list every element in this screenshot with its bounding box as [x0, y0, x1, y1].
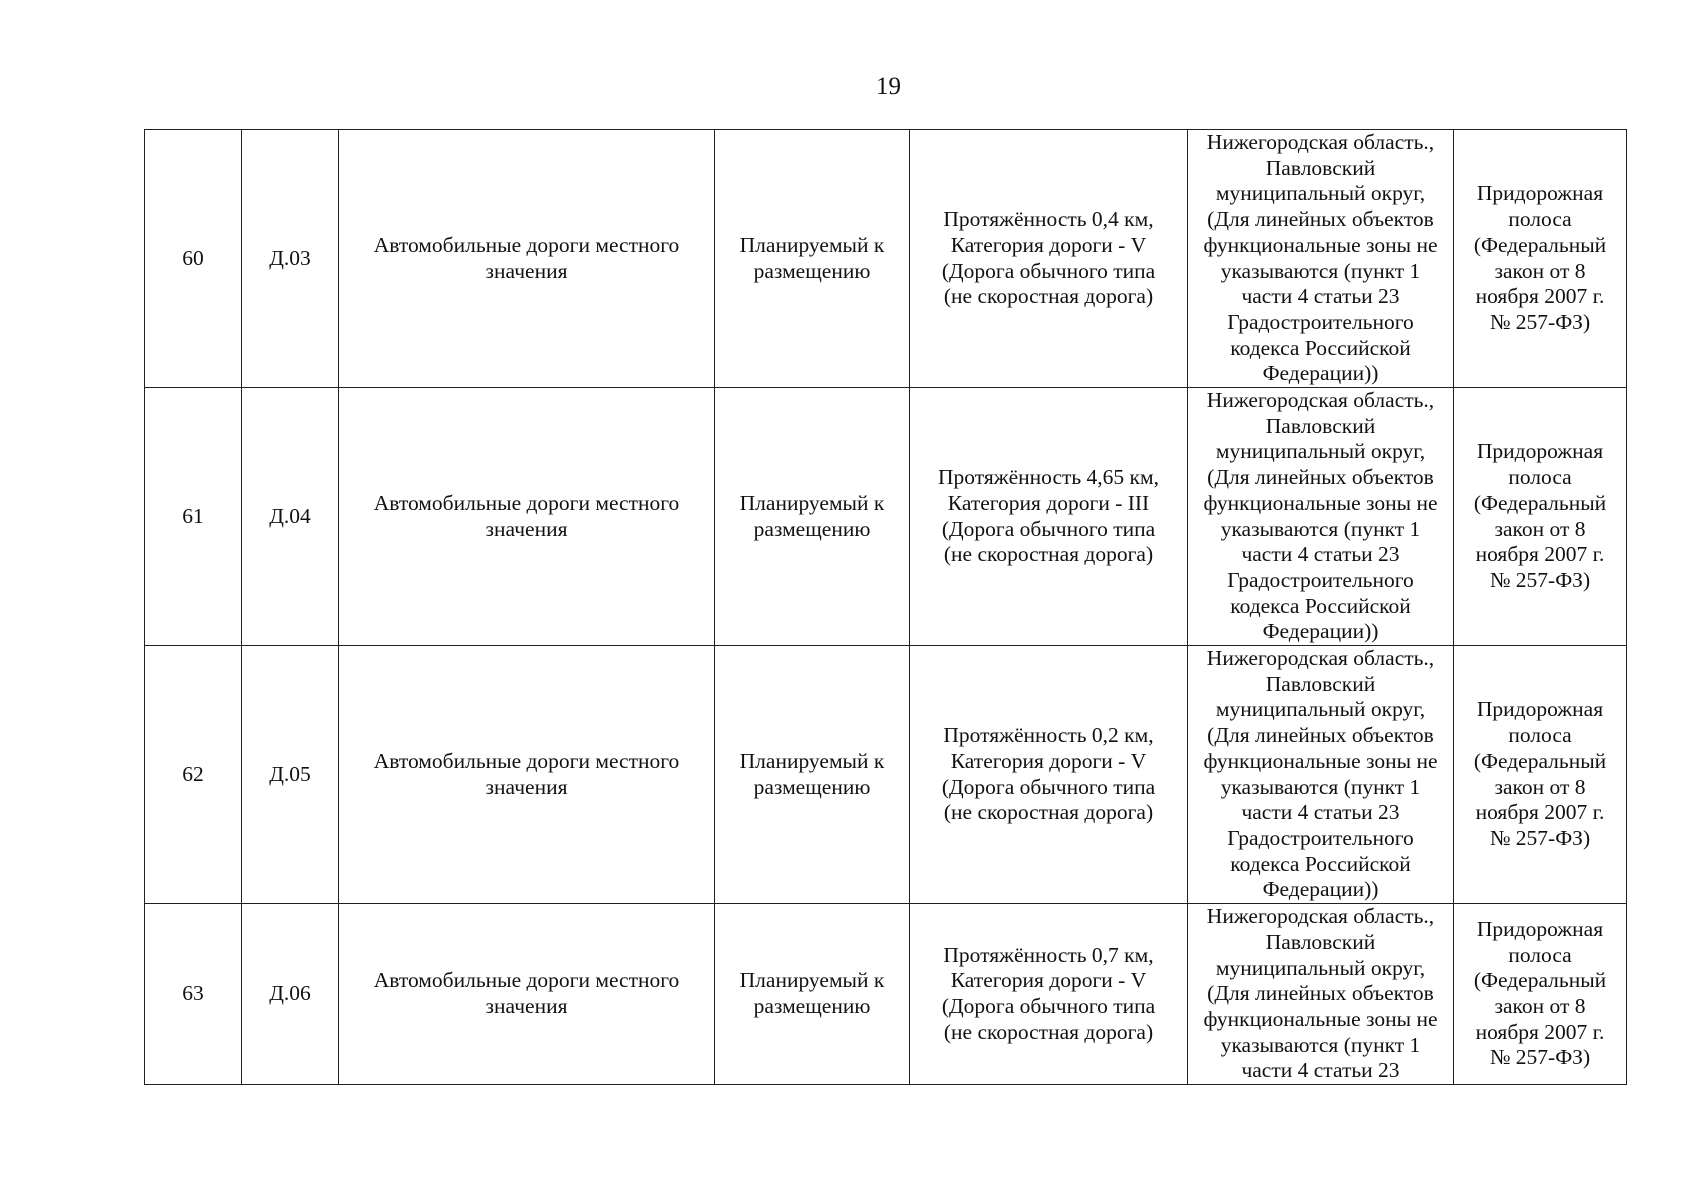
cell-text-line: муниципальный округ,	[1215, 181, 1426, 206]
cell-text-line: Федерации))	[1262, 877, 1379, 902]
cell-text-line: Федерации))	[1262, 619, 1379, 644]
cell-text-line: кодекса Российской	[1230, 593, 1411, 618]
zone-cell	[1454, 130, 1627, 388]
cell-text-line: (Для линейных объектов	[1207, 723, 1434, 748]
cell-text-line: Категория дороги - V	[950, 968, 1147, 993]
cell-text-line: закон от 8	[1494, 774, 1586, 799]
cell-text-line: функциональные зоны не	[1203, 1006, 1438, 1031]
cell-text-line: Градостроительного	[1227, 567, 1414, 592]
cell-text-line: (Для линейных объектов	[1207, 207, 1434, 232]
cell-text-line: размещению	[753, 994, 871, 1019]
cell-text-line: Павловский	[1265, 413, 1376, 438]
object-code-cell: Д.05	[242, 646, 339, 904]
cell-text-line: значения	[485, 774, 568, 799]
cell-text-line: Планируемый к	[739, 232, 885, 257]
cell-text-line: Категория дороги - V	[950, 748, 1147, 773]
cell-text-line: Планируемый к	[739, 490, 885, 515]
cell-text-line: функциональные зоны не	[1203, 490, 1438, 515]
location-cell	[1188, 904, 1454, 1085]
object-status-cell	[715, 904, 910, 1085]
location-cell	[1188, 646, 1454, 904]
table-row	[145, 130, 1627, 388]
cell-text-line: Планируемый к	[739, 968, 885, 993]
cell-text-line: Протяжённость 0,7 км,	[943, 942, 1154, 967]
cell-text-line: Автомобильные дороги местного	[373, 490, 680, 515]
cell-text-line: (Федеральный	[1473, 232, 1607, 257]
cell-text-line: значения	[485, 516, 568, 541]
zone-cell	[1454, 904, 1627, 1085]
cell-text-line: № 257-ФЗ)	[1489, 1045, 1591, 1070]
cell-text-line: (Федеральный	[1473, 748, 1607, 773]
location-cell	[1188, 388, 1454, 646]
row-number-cell: 61	[145, 388, 242, 646]
cell-text-line: ноября 2007 г.	[1475, 284, 1605, 309]
object-name-cell	[339, 388, 715, 646]
object-name-cell	[339, 904, 715, 1085]
cell-text-line: Категория дороги - V	[950, 232, 1147, 257]
zone-cell	[1454, 388, 1627, 646]
cell-text-line: Градостроительного	[1227, 825, 1414, 850]
cell-text-line: функциональные зоны не	[1203, 232, 1438, 257]
page-number: 19	[876, 73, 901, 100]
cell-text-line: части 4 статьи 23	[1241, 800, 1400, 825]
cell-text-line: Автомобильные дороги местного	[373, 232, 680, 257]
cell-text-line: № 257-ФЗ)	[1489, 567, 1591, 592]
cell-text-line: Придорожная	[1476, 439, 1604, 464]
object-status-cell	[715, 646, 910, 904]
characteristics-cell	[910, 388, 1188, 646]
cell-text-line: закон от 8	[1494, 258, 1586, 283]
cell-text-line: (Дорога обычного типа	[941, 994, 1156, 1019]
table-row	[145, 904, 1627, 1085]
cell-text-line: муниципальный округ,	[1215, 439, 1426, 464]
cell-text-line: Нижегородская область.,	[1206, 646, 1435, 671]
cell-text-line: Автомобильные дороги местного	[373, 748, 680, 773]
cell-text-line: (не скоростная дорога)	[943, 542, 1154, 567]
cell-text-line: размещению	[753, 258, 871, 283]
cell-text-line: ноября 2007 г.	[1475, 800, 1605, 825]
cell-text-line: функциональные зоны не	[1203, 748, 1438, 773]
cell-text-line: указываются (пункт 1	[1220, 258, 1421, 283]
cell-text-line: (не скоростная дорога)	[943, 1019, 1154, 1044]
objects-table	[144, 129, 1627, 1085]
object-name-cell	[339, 646, 715, 904]
cell-text-line: кодекса Российской	[1230, 335, 1411, 360]
cell-text-line: размещению	[753, 774, 871, 799]
cell-text-line: Придорожная	[1476, 697, 1604, 722]
object-status-cell	[715, 388, 910, 646]
cell-text-line: Категория дороги - III	[947, 490, 1150, 515]
cell-text-line: (Дорога обычного типа	[941, 774, 1156, 799]
cell-text-line: закон от 8	[1494, 994, 1586, 1019]
cell-text-line: Павловский	[1265, 929, 1376, 954]
row-number-cell: 62	[145, 646, 242, 904]
cell-text-line: части 4 статьи 23	[1241, 542, 1400, 567]
characteristics-cell	[910, 904, 1188, 1085]
cell-text-line: части 4 статьи 23	[1241, 284, 1400, 309]
zone-cell	[1454, 646, 1627, 904]
cell-text-line: (не скоростная дорога)	[943, 800, 1154, 825]
object-status-cell	[715, 130, 910, 388]
cell-text-line: (не скоростная дорога)	[943, 284, 1154, 309]
cell-text-line: Градостроительного	[1227, 309, 1414, 334]
cell-text-line: закон от 8	[1494, 516, 1586, 541]
cell-text-line: (Для линейных объектов	[1207, 465, 1434, 490]
cell-text-line: указываются (пункт 1	[1220, 774, 1421, 799]
cell-text-line: Павловский	[1265, 155, 1376, 180]
cell-text-line: Нижегородская область.,	[1206, 130, 1435, 154]
location-cell	[1188, 130, 1454, 388]
row-number-cell: 63	[145, 904, 242, 1085]
characteristics-cell	[910, 646, 1188, 904]
characteristics-cell	[910, 130, 1188, 388]
cell-text-line: полоса	[1508, 942, 1572, 967]
row-number-cell: 60	[145, 130, 242, 388]
cell-text-line: № 257-ФЗ)	[1489, 309, 1591, 334]
cell-text-line: № 257-ФЗ)	[1489, 825, 1591, 850]
object-code-cell: Д.04	[242, 388, 339, 646]
table-body	[145, 130, 1627, 1085]
cell-text-line: Нижегородская область.,	[1206, 388, 1435, 413]
cell-text-line: Нижегородская область.,	[1206, 904, 1435, 929]
cell-text-line: Павловский	[1265, 671, 1376, 696]
cell-text-line: кодекса Российской	[1230, 851, 1411, 876]
cell-text-line: значения	[485, 258, 568, 283]
table-row	[145, 388, 1627, 646]
cell-text-line: Протяжённость 0,4 км,	[943, 207, 1154, 232]
table-row	[145, 646, 1627, 904]
object-code-cell: Д.03	[242, 130, 339, 388]
cell-text-line: ноября 2007 г.	[1475, 1019, 1605, 1044]
cell-text-line: Федерации))	[1262, 361, 1379, 386]
cell-text-line: муниципальный округ,	[1215, 697, 1426, 722]
cell-text-line: ноября 2007 г.	[1475, 542, 1605, 567]
cell-text-line: (Федеральный	[1473, 968, 1607, 993]
cell-text-line: полоса	[1508, 723, 1572, 748]
cell-text-line: Придорожная	[1476, 916, 1604, 941]
cell-text-line: (Для линейных объектов	[1207, 981, 1434, 1006]
cell-text-line: указываются (пункт 1	[1220, 1032, 1421, 1057]
cell-text-line: Автомобильные дороги местного	[373, 968, 680, 993]
cell-text-line: размещению	[753, 516, 871, 541]
cell-text-line: полоса	[1508, 465, 1572, 490]
cell-text-line: (Федеральный	[1473, 490, 1607, 515]
cell-text-line: указываются (пункт 1	[1220, 516, 1421, 541]
cell-text-line: части 4 статьи 23	[1241, 1058, 1400, 1083]
cell-text-line: Протяжённость 4,65 км,	[938, 465, 1159, 490]
object-code-cell: Д.06	[242, 904, 339, 1085]
cell-text-line: муниципальный округ,	[1215, 955, 1426, 980]
cell-text-line: Придорожная	[1476, 181, 1604, 206]
cell-text-line: Планируемый к	[739, 748, 885, 773]
cell-text-line: полоса	[1508, 207, 1572, 232]
cell-text-line: значения	[485, 994, 568, 1019]
cell-text-line: Протяжённость 0,2 км,	[943, 723, 1154, 748]
cell-text-line: (Дорога обычного типа	[941, 258, 1156, 283]
object-name-cell	[339, 130, 715, 388]
cell-text-line: (Дорога обычного типа	[941, 516, 1156, 541]
